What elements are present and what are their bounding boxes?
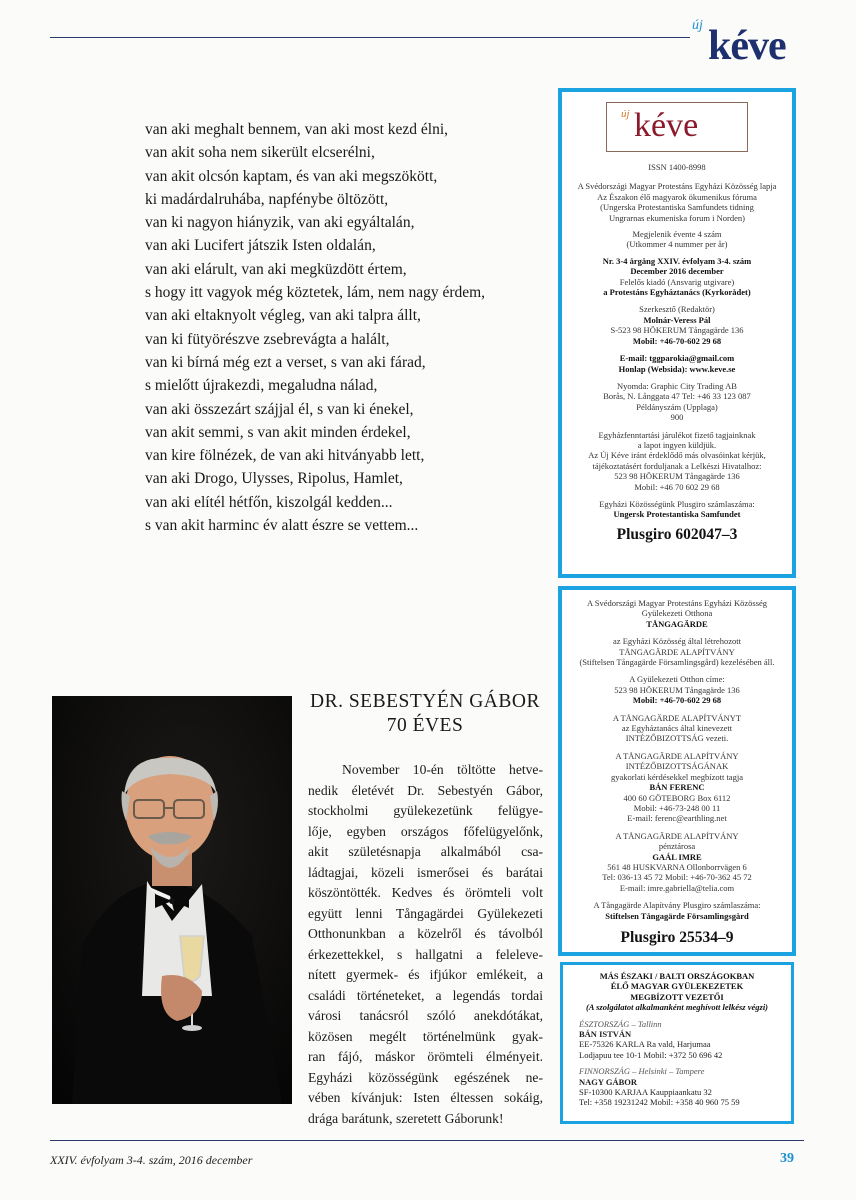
article-heading-name: DR. SEBESTYÉN GÁBOR	[310, 691, 540, 712]
free-copy-info	[562, 430, 792, 492]
printer-info	[562, 381, 792, 423]
text-line: Tel: 036-13 45 72 Mobil: +46-70-362 45 72	[602, 872, 752, 883]
article-line: családi történeteket, a legendás tordai	[308, 987, 543, 1003]
article-line: nedik életévét Dr. Sebestyén Gábor,	[308, 782, 543, 798]
leader-finland-contact	[563, 1087, 791, 1108]
page-number: 39	[780, 1151, 794, 1166]
text-line: Borås, N. Långgata 47 Tel: +46 33 123 087	[603, 391, 751, 402]
website[interactable]: Honlap (Websida): www.keve.se	[618, 363, 736, 374]
article-line: Otthonunkban a közelről és távolból	[308, 926, 543, 941]
text-line: a lapot ingyen küldjük.	[637, 439, 717, 450]
plusgiro-2: Plusgiro 25534–9	[620, 928, 734, 946]
text-line: A TÅNGAGÄRDE ALAPÍTVÁNY	[615, 750, 739, 761]
member-name-1: BÁN FERENC	[649, 782, 705, 793]
plusgiro-1: Plusgiro 602047–3	[616, 525, 738, 543]
colophon-box	[558, 88, 796, 578]
text-line: Nyomda: Graphic City Trading AB	[617, 380, 737, 391]
poem-line: van aki összezárt szájjal él, s van ki énekel,	[145, 400, 414, 418]
text-line: 900	[670, 412, 684, 423]
publisher: a Protestáns Egyháztanács (Kyrkorådet)	[603, 287, 751, 298]
text-line: tájékoztatásért forduljanak a Lelkészi Hivatalhoz:	[592, 460, 762, 471]
poem-line: van akit soha nem sikerült elcserélni,	[145, 144, 375, 162]
masthead-logo	[680, 8, 810, 68]
article-line: ládtagjai, közeli ismerősei és barátai	[308, 864, 543, 880]
poem-line: van aki Lucifert játszik Isten oldalán,	[145, 237, 376, 255]
top-rule	[50, 37, 690, 38]
foundation-box	[558, 586, 796, 956]
leader-finland: NAGY GÁBOR	[579, 1076, 638, 1087]
box3-title	[563, 971, 791, 1002]
text-line: ÉLŐ MAGYAR GYÜLEKEZETEK	[610, 981, 744, 992]
article-line: érkezettekkel, s hallgatni a feleleve-	[308, 946, 543, 962]
text-line: Példányszám (Upplaga)	[636, 401, 718, 412]
article-line: ran fájó, máskor örömteli élményeit.	[308, 1049, 543, 1064]
publisher-label: Felelős kiadó (Ansvarig utgivare)	[619, 276, 735, 287]
article-line: stockholmi gyülekezetünk felügye-	[308, 803, 543, 818]
text-line: A Svédországi Magyar Protestáns Egyházi Közösség	[586, 598, 768, 608]
keve-logo	[606, 102, 748, 152]
logo-keve: kéve	[634, 107, 699, 144]
poem-line: van aki elárult, van aki megküzdött értem,	[145, 260, 407, 278]
text-line: A TÅNGAGÄRDE ALAPÍTVÁNY	[615, 830, 739, 841]
country-estonia: ÉSZTORSZÁG – Tallinn	[579, 1018, 662, 1029]
text-line: Gyülekezeti Otthona	[641, 608, 713, 619]
text-line: Az Északon élő magyarok ökumenikus fóruma	[597, 191, 757, 202]
text-line: 561 48 HUSKVARNA Ollonborrvägen 6	[607, 861, 747, 872]
text-line: Mobil: +46 70 602 29 68	[634, 481, 720, 492]
poem-line: van ki fütyörészve zsebrevágta a halált,	[145, 330, 390, 348]
poem-line: ki madárdalruhába, napfénybe öltözött,	[145, 190, 389, 208]
email[interactable]: E-mail: tggparokia@gmail.com	[619, 353, 735, 364]
country-finland: FINNORSZÁG – Helsinki – Tampere	[579, 1066, 705, 1077]
article-body	[308, 760, 543, 1129]
article-line: köszöntötték. Kedves és örömteli volt	[308, 885, 543, 900]
text-line: gyakorlati kérdésekkel megbízott tagja	[611, 771, 743, 782]
text-line: INTÉZŐBIZOTTSÁGÁNAK	[625, 761, 729, 772]
editor-mobil: Mobil: +46-70-602 29 68	[632, 335, 722, 346]
article-heading	[305, 690, 545, 738]
portrait-photo	[52, 696, 292, 1104]
article-line: együtt lenni Tångagärdei Gyülekezeti	[308, 905, 543, 921]
box2-board	[562, 713, 792, 744]
article-line: akit születésnapja alkalmából csa-	[308, 844, 543, 859]
poem-line: s hogy itt vagyok még köztetek, lám, nem nagy érdem,	[145, 284, 486, 302]
account-label: Egyházi Közösségünk Plusgiro számlaszáma:	[599, 498, 755, 509]
text-line: MEGBÍZOTT VEZETŐI	[630, 991, 724, 1002]
text-line: Az Új Kéve iránt érdeklődő más olvasóinkat kérjük,	[588, 450, 766, 461]
box2-account-label: A Tångagärde Alapítvány Plusgiro számlaszáma:	[593, 900, 761, 911]
article-line: nített gyermek- és ifjúkor emlékeit, a	[308, 967, 543, 982]
poem	[145, 118, 545, 537]
text-line: INTÉZŐBIZOTTSÁG vezeti.	[625, 733, 729, 744]
article-line: November 10-én töltötte hetve-	[342, 762, 543, 777]
box2-address	[562, 674, 792, 695]
poem-line: van akit semmi, s van akit minden érdekel,	[145, 423, 411, 441]
text-line: A Gyülekezeti Otthon címe:	[629, 674, 725, 685]
text-line: Nr. 3-4 årgång XXIV. évfolyam 3-4. szám	[602, 255, 752, 266]
masthead-keve: kéve	[708, 23, 786, 69]
text-line: Mobil: +46-73-248 00 11	[633, 802, 721, 813]
box2-account-name: Stiftelsen Tångagärde Församlingsgård	[605, 910, 749, 921]
text-line: (Utkommer 4 nummer per år)	[626, 239, 728, 250]
article-line: lője, egyben országos főfelügyelőnk,	[308, 823, 543, 839]
box2-foundation	[562, 636, 792, 667]
box2-treasurer-role	[562, 831, 792, 852]
poem-line: van ki bírná még ezt a verset, s van aki fárad,	[145, 353, 426, 371]
text-line: Lodjapuu tee 10-1 Mobil: +372 50 696 42	[579, 1049, 723, 1060]
poem-line: van aki meghalt bennem, van aki most kezd élni,	[145, 121, 449, 138]
poem-line: van aki elítél hétfőn, kiszolgál kedden...	[145, 493, 393, 511]
text-line: SF-10300 KARJAA Kauppiaankatu 32	[579, 1087, 712, 1098]
text-line: pénztárosa	[658, 841, 696, 852]
text-line: az Egyháztanács által kinevezett	[621, 723, 733, 734]
poem-line: s mielőtt újrakezdi, megaludna nálad,	[145, 377, 378, 395]
poem-line: van kire fölnézek, de van aki hitványabb lett,	[145, 447, 425, 465]
poem-line: s van akit harminc év alatt észre se vettem...	[145, 517, 419, 535]
text-line: MÁS ÉSZAKI / BALTI ORSZÁGOKBAN	[599, 971, 755, 981]
editor-label: Szerkesztő (Redaktör)	[639, 304, 715, 315]
box1-desc	[562, 181, 792, 223]
box2-title: TÅNGAGÄRDE	[646, 618, 708, 629]
text-line: E-mail: imre.gabriella@telia.com	[619, 882, 735, 893]
text-line: Megjelenik évente 4 szám	[632, 229, 722, 240]
issn: ISSN 1400-8998	[648, 162, 706, 172]
text-line: Ungrarnas ekumeniska forum i Norden)	[609, 212, 745, 223]
account-name: Ungersk Protestantiska Samfundet	[613, 509, 741, 520]
box1-issue	[562, 256, 792, 277]
poem-line: van ki nagyon hiányzik, van aki egyáltalán,	[145, 214, 415, 232]
text-line: 400 60 GÖTEBORG Box 6112	[623, 792, 731, 803]
member-contact-2	[562, 862, 792, 893]
text-line: az Egyházi Közösség által létrehozott	[613, 636, 741, 647]
text-line: Tel: +358 19231242 Mobil: +358 40 960 75 59	[579, 1097, 740, 1108]
box1-freq	[562, 229, 792, 250]
text-line: December 2016 december	[630, 266, 724, 277]
text-line: 523 98 HÖKERUM Tångagärde 136	[614, 684, 740, 695]
article-line: vében kívánjuk: Isten éltessen sokáig,	[308, 1090, 543, 1105]
bottom-rule	[50, 1140, 804, 1141]
portrait-illustration	[52, 696, 292, 1104]
editor-address: S-523 98 HÖKERUM Tångagärde 136	[610, 325, 744, 336]
leader-estonia: BÁN ISTVÁN	[579, 1029, 632, 1040]
article-line: városi tanácsról szóló anekdótákat,	[308, 1008, 543, 1023]
article-heading-age: 70 ÉVES	[386, 715, 464, 736]
article-line: Egyházi közösségünk egészének ne-	[308, 1069, 543, 1085]
text-line: TÅNGAGÄRDE ALAPÍTVÁNY	[619, 646, 735, 657]
box2-intro	[562, 598, 792, 619]
leader-estonia-contact	[563, 1039, 791, 1060]
text-line: Egyházfenntartási járulékot fizető tagjainknak	[598, 429, 756, 440]
article-line: drága barátunk, szeretett Gáborunk!	[308, 1110, 504, 1126]
member-contact-1	[562, 793, 792, 824]
box2-member-role	[562, 751, 792, 782]
box3-subtitle: (A szolgálatot alkalmanként meghívott lelkész végzi)	[585, 1002, 769, 1013]
text-line: E-mail: ferenc@earthling.net	[627, 813, 727, 824]
editor-name: Molnár-Veress Pál	[643, 314, 711, 325]
poem-line: van akit olcsón kaptam, és van aki megszökött,	[145, 167, 438, 185]
text-line: (Stiftelsen Tångagärde Församlingsgård) kezelésében áll.	[579, 657, 775, 668]
text-line: A Svédországi Magyar Protestáns Egyházi Közösség lapja	[577, 181, 777, 192]
box2-mobil: Mobil: +46-70-602 29 68	[632, 695, 722, 706]
poem-line: van aki eltaknyolt végleg, van aki talpra állt,	[145, 307, 421, 325]
nordic-leaders-box	[560, 962, 794, 1124]
text-line: EE-75326 KARLA Ra vald, Harjumaa	[579, 1039, 711, 1050]
text-line: A TÅNGAGÄRDE ALAPÍTVÁNYT	[612, 712, 742, 723]
poem-line: van aki Drogo, Ulysses, Ripolus, Hamlet,	[145, 470, 403, 488]
article-line: közösen megélt történelmünk gyak-	[308, 1028, 543, 1044]
masthead-uj: új	[692, 18, 703, 33]
footer-issue: XXIV. évfolyam 3-4. szám, 2016 december	[50, 1153, 253, 1167]
text-line: (Ungerska Protestantiska Samfundets tidning	[600, 202, 754, 213]
logo-uj: új	[621, 108, 630, 120]
text-line: 523 98 HÖKERUM Tångagärde 136	[614, 471, 740, 482]
member-name-2: GAÁL IMRE	[652, 851, 702, 862]
